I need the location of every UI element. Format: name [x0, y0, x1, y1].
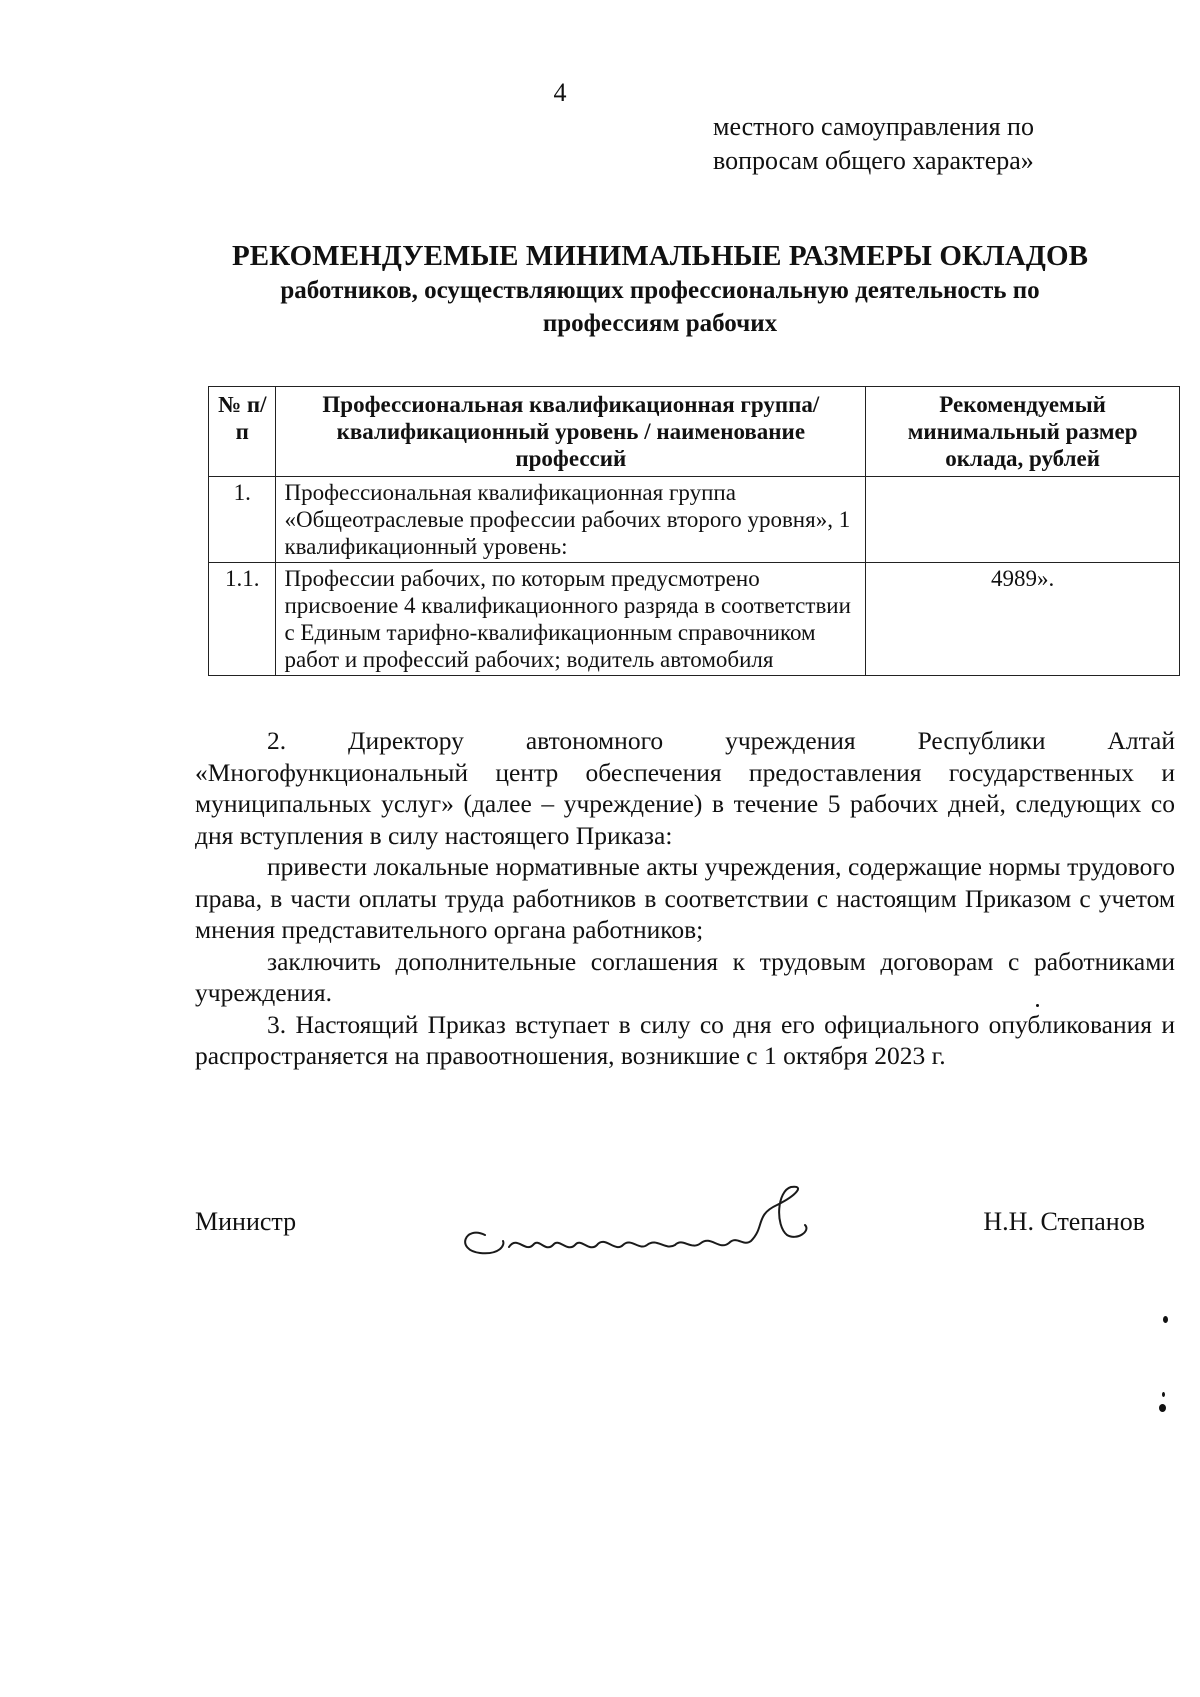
paragraph: 3. Настоящий Приказ вступает в силу со дня его официального опубликования и распространяется на правоотношения, возникшие с 1 октября 2023 г. [195, 1009, 1175, 1070]
table-row [209, 477, 1180, 563]
row-num: 1. [209, 477, 276, 563]
row-salary: 4989». [866, 563, 1180, 676]
row-name: Профессии рабочих, по которым предусмотрено присвоение 4 квалификационного разряда в соответствии с Единым тарифно-квалификационным справочником работ и профессий рабочих; водитель автомобиля [276, 563, 866, 676]
signatory-position: Министр [195, 1207, 297, 1236]
title-main: РЕКОМЕНДУЕМЫЕ МИНИМАЛЬНЫЕ РАЗМЕРЫ ОКЛАДОВ [231, 240, 1089, 272]
scan-speck [1159, 1404, 1166, 1412]
salary-table [208, 386, 1180, 676]
handwritten-signature [425, 1165, 845, 1265]
header-note-line: местного самоуправления по [713, 112, 1034, 141]
paragraph: 2. Директору автономного учреждения Республики Алтай «Многофункциональный центр обеспечения предоставления государственных и муниципальных услуг» (далее – учреждение) в течение 5 рабочих дней, следующих со дня вступления в силу настоящего Приказа: [195, 726, 1175, 850]
header-salary: Рекомендуемый минимальный размер оклада, рублей [866, 387, 1180, 477]
body-text [195, 725, 1175, 1072]
scan-speck [1162, 1392, 1165, 1397]
scan-speck [1163, 1316, 1168, 1323]
scan-speck [1036, 1004, 1039, 1007]
header-note [713, 110, 1034, 178]
row-num: 1.1. [209, 563, 276, 676]
paragraph: привести локальные нормативные акты учреждения, содержащие нормы трудового права, в части оплаты труда работников в соответствии с настоящим Приказом с учетом мнения представительного органа работников; [195, 852, 1175, 944]
table-row [209, 563, 1180, 676]
page-number: 4 [553, 78, 567, 107]
row-name: Профессиональная квалификационная группа «Общеотраслевые профессии рабочих второго уровня», 1 квалификационный уровень: [276, 477, 866, 563]
signatory-name: Н.Н. Степанов [983, 1207, 1145, 1236]
header-name: Профессиональная квалификационная группа/квалификационный уровень / наименование профессий [276, 387, 866, 477]
header-note-line: вопросам общего характера» [713, 146, 1034, 175]
row-salary [866, 477, 1180, 563]
document-title [200, 238, 1120, 340]
title-sub: работников, осуществляющих профессиональную деятельность по профессиям рабочих [280, 277, 1040, 337]
header-num: № п/п [209, 387, 276, 477]
paragraph: заключить дополнительные соглашения к трудовым договорам с работниками учреждения. [195, 946, 1175, 1007]
table-header-row [209, 387, 1180, 477]
signature-block [195, 1165, 1175, 1265]
